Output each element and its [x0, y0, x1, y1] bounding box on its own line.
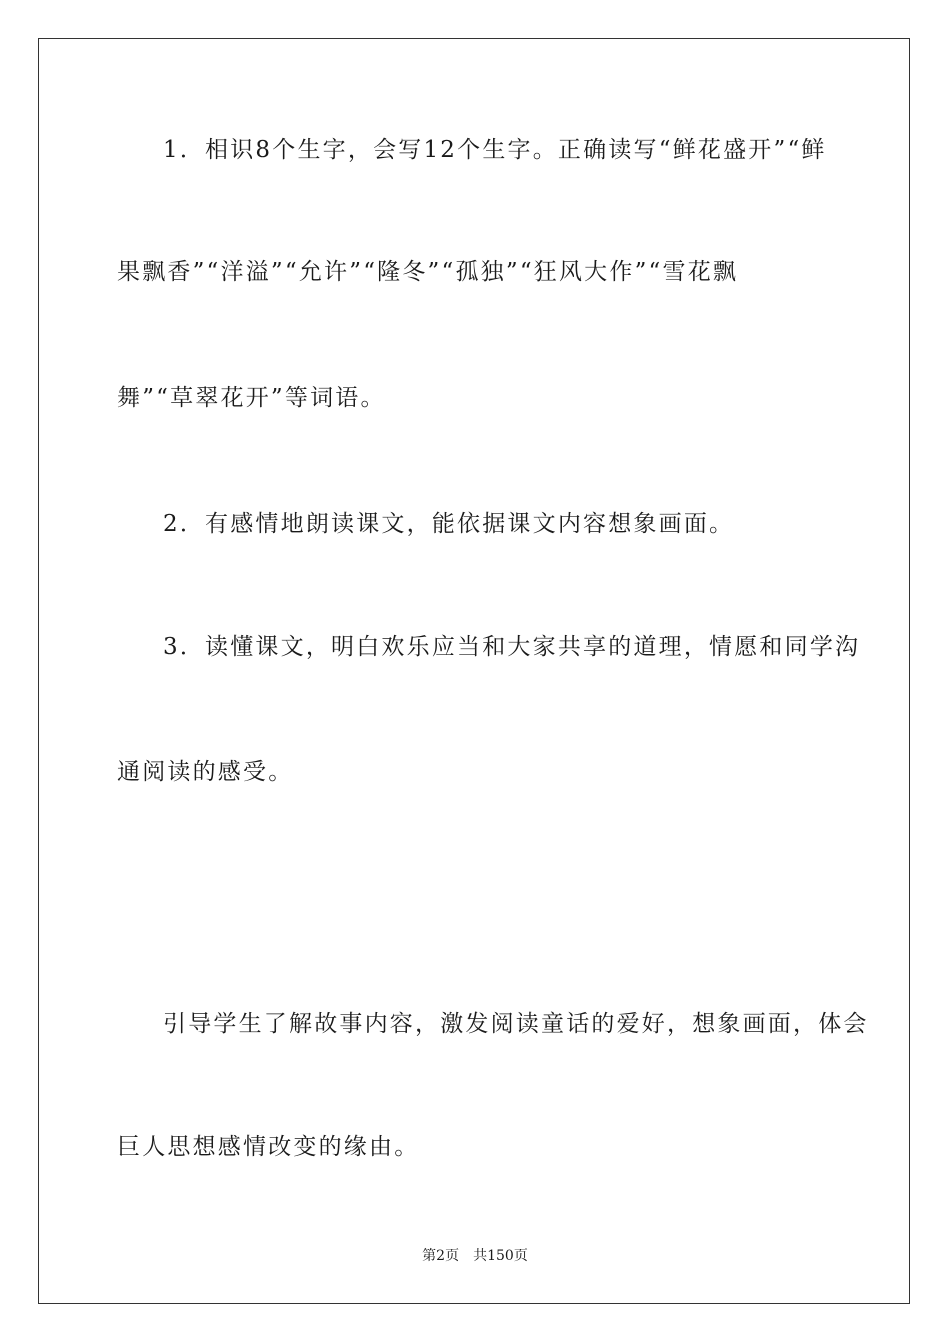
objective-3-line-2: 通阅读的感受。 — [117, 759, 294, 785]
objective-2: 2．有感情地朗读课文，能依据课文内容想象画面。 — [163, 511, 735, 537]
key-point-line-2: 巨人思想感情改变的缘由。 — [117, 1134, 420, 1160]
objective-1-line-2: 果飘香”“洋溢”“允许”“隆冬”“孤独”“狂风大作”“雪花飘 — [117, 259, 739, 285]
page-total: 共150页 — [473, 1248, 528, 1264]
objective-3-line-1: 3．读懂课文，明白欢乐应当和大家共享的道理，情愿和同学沟 — [163, 634, 861, 660]
objective-1-line-3: 舞”“草翠花开”等词语。 — [117, 385, 386, 411]
key-point-line-1: 引导学生了解故事内容，激发阅读童话的爱好，想象画面，体会 — [163, 1011, 869, 1037]
objective-1-line-1: 1．相识8个生字，会写12个生字。正确读写“鲜花盛开”“鲜 — [163, 137, 827, 163]
page-footer — [0, 1247, 950, 1265]
page-number: 第2页 — [422, 1248, 460, 1264]
page-border — [38, 38, 910, 1304]
